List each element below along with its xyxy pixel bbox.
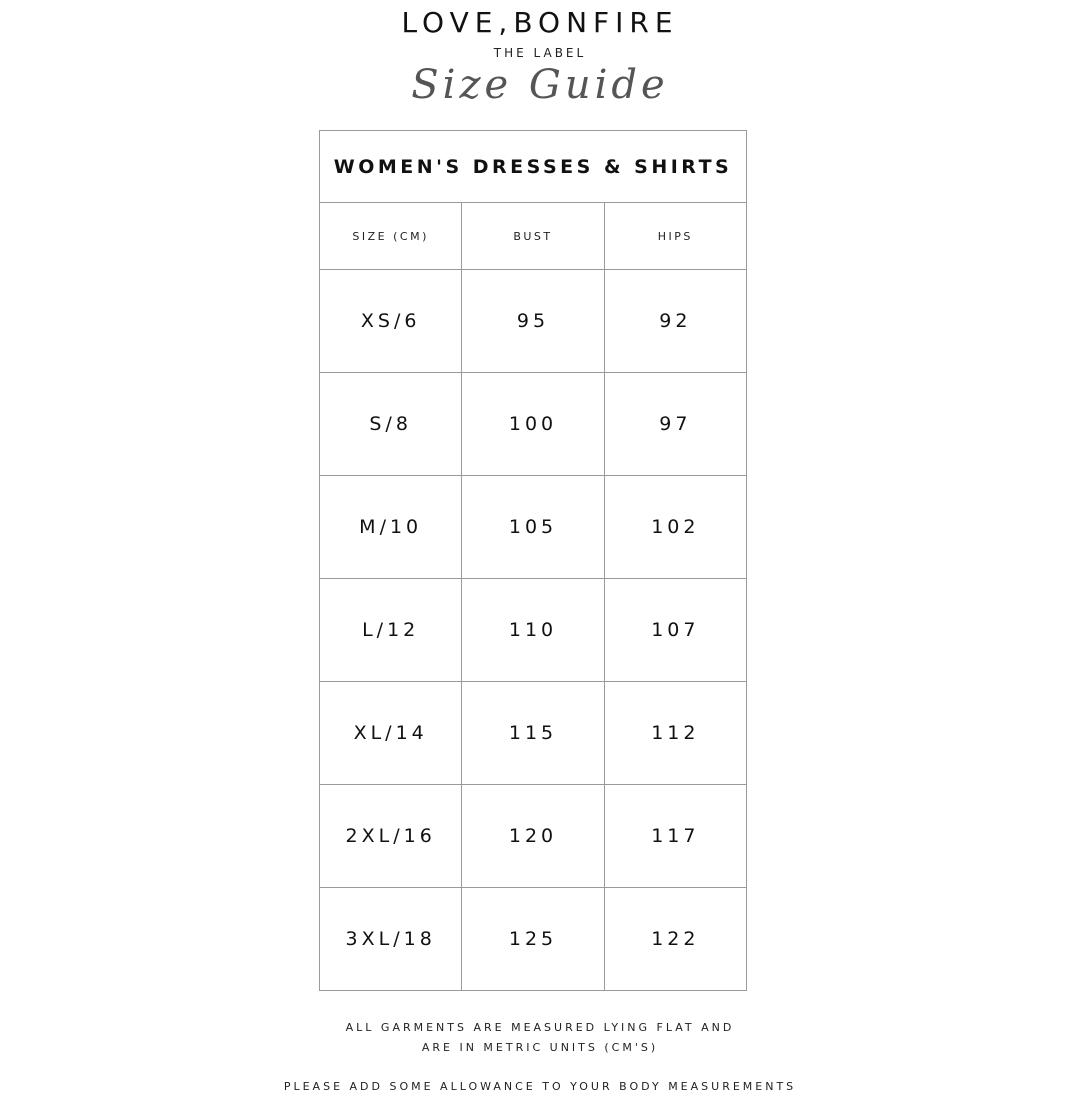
bust-cell: 100 (462, 373, 604, 476)
table-row (320, 579, 747, 682)
table-row (320, 270, 747, 373)
hips-cell: 97 (604, 373, 746, 476)
table-row (320, 785, 747, 888)
size-cell: 3XL/18 (320, 888, 462, 991)
bust-cell: 105 (462, 476, 604, 579)
hips-cell: 102 (604, 476, 746, 579)
bust-cell: 115 (462, 682, 604, 785)
brand-tagline: THE LABEL (493, 46, 587, 60)
table-row (320, 682, 747, 785)
bust-cell: 125 (462, 888, 604, 991)
page-title: Size Guide (411, 62, 669, 108)
hips-cell: 112 (604, 682, 746, 785)
size-cell: XS/6 (320, 270, 462, 373)
size-cell: M/10 (320, 476, 462, 579)
bust-cell: 110 (462, 579, 604, 682)
column-header-bust: BUST (462, 203, 604, 270)
table-title: WOMEN'S DRESSES & SHIRTS (320, 131, 747, 203)
table-row (320, 373, 747, 476)
column-header-size: SIZE (CM) (320, 203, 462, 270)
hips-cell: 107 (604, 579, 746, 682)
size-cell: S/8 (320, 373, 462, 476)
hips-cell: 92 (604, 270, 746, 373)
bust-cell: 120 (462, 785, 604, 888)
column-header-hips: HIPS (604, 203, 746, 270)
hips-cell: 117 (604, 785, 746, 888)
brand-name: LOVE,BONFIRE (401, 6, 679, 39)
size-cell: L/12 (320, 579, 462, 682)
size-guide-table (319, 130, 747, 991)
table-header-row (320, 203, 747, 270)
measurement-note-line-1: ALL GARMENTS ARE MEASURED LYING FLAT AND (345, 1021, 735, 1034)
size-guide-table-container (319, 130, 747, 994)
hips-cell: 122 (604, 888, 746, 991)
measurement-note-line-2: ARE IN METRIC UNITS (CM'S) (421, 1041, 659, 1054)
size-cell: XL/14 (320, 682, 462, 785)
size-cell: 2XL/16 (320, 785, 462, 888)
table-row (320, 888, 747, 991)
table-title-row (320, 131, 747, 203)
bust-cell: 95 (462, 270, 604, 373)
allowance-note: PLEASE ADD SOME ALLOWANCE TO YOUR BODY MEASUREMENTS (283, 1080, 797, 1093)
table-row (320, 476, 747, 579)
